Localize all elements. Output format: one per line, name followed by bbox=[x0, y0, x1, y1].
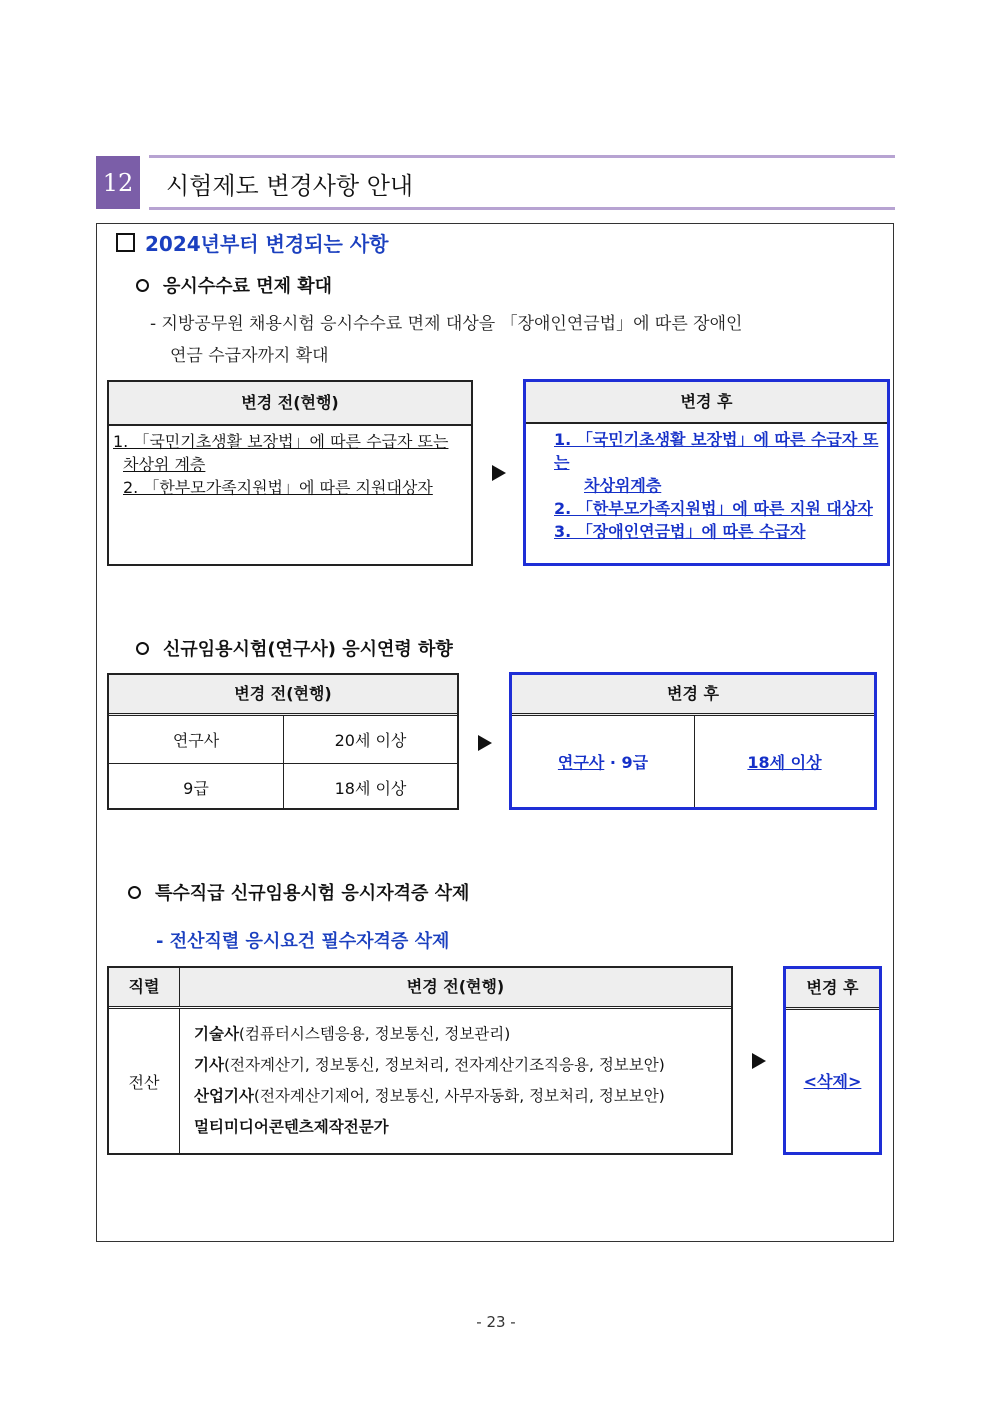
rank-cell: 연구사 bbox=[109, 716, 284, 763]
col-header-before: 변경 전(현행) bbox=[180, 968, 731, 1006]
item2-title-text: 신규임용시험(연구사) 응시연령 하향 bbox=[163, 639, 453, 660]
after-rank-a: 연구사 bbox=[557, 753, 605, 772]
col-header-job: 직렬 bbox=[109, 968, 180, 1006]
right-arrow-icon bbox=[752, 1053, 766, 1069]
right-arrow-icon bbox=[492, 465, 506, 481]
section-title: 시험제도 변경사항 안내 bbox=[166, 172, 414, 200]
item1-after-box bbox=[523, 379, 890, 566]
table-row bbox=[109, 764, 457, 810]
item2-title bbox=[136, 635, 453, 661]
circle-bullet-icon bbox=[136, 279, 149, 292]
rank-cell: 9급 bbox=[109, 764, 284, 810]
item1-title bbox=[136, 272, 332, 298]
table-header-row bbox=[109, 968, 731, 1009]
cert-name: 기술사 bbox=[194, 1025, 239, 1043]
item1-desc-line1: - 지방공무원 채용시험 응시수수료 면제 대상을 「장애인연금법」에 따른 장애인 bbox=[150, 314, 743, 334]
table-row bbox=[109, 1009, 731, 1153]
item2-after-box bbox=[509, 672, 877, 810]
cert-list bbox=[180, 1009, 731, 1153]
item1-desc-line2: 연금 수급자까지 확대 bbox=[170, 346, 329, 366]
item3-title-text: 특수직급 신규임용시험 응시자격증 삭제 bbox=[155, 883, 470, 904]
after-age-cell bbox=[695, 716, 874, 807]
cert-name: 기사 bbox=[194, 1056, 224, 1074]
item1-after-line: 차상위계층 bbox=[584, 476, 662, 495]
circle-bullet-icon bbox=[128, 886, 141, 899]
after-age: 18세 이상 bbox=[747, 753, 822, 772]
table-row bbox=[512, 716, 874, 807]
item1-title-text: 응시수수료 면제 확대 bbox=[163, 276, 333, 297]
item2-after-header: 변경 후 bbox=[512, 675, 874, 716]
item2-before-header: 변경 전(현행) bbox=[109, 675, 457, 716]
page-number: - 23 - bbox=[476, 1313, 516, 1331]
cert-detail: (컴퓨터시스템응용, 정보통신, 정보관리) bbox=[238, 1025, 511, 1043]
main-heading-text: 2024년부터 변경되는 사항 bbox=[145, 232, 389, 256]
table-row bbox=[109, 716, 457, 764]
right-arrow-icon bbox=[478, 735, 492, 751]
cert-line bbox=[194, 1050, 731, 1081]
item1-before-line: 1. 「국민기초생활 보장법」에 따른 수급자 또는 bbox=[113, 432, 449, 451]
checkbox-square-icon bbox=[116, 233, 135, 252]
item3-sub: - 전산직렬 응시요건 필수자격증 삭제 bbox=[156, 931, 450, 952]
item3-after-header: 변경 후 bbox=[786, 969, 879, 1010]
job-cell: 전산 bbox=[109, 1009, 180, 1153]
item3-after-box bbox=[783, 966, 882, 1155]
item1-after-line: 3. 「장애인연금법」에 따른 수급자 bbox=[554, 522, 806, 541]
cert-line bbox=[194, 1081, 731, 1112]
item1-after-header: 변경 후 bbox=[526, 382, 887, 424]
main-heading bbox=[116, 228, 388, 257]
after-rank-sep: · 9급 bbox=[604, 753, 649, 772]
cert-name: 멀티미디어콘텐츠제작전문가 bbox=[194, 1118, 389, 1136]
item2-before-box bbox=[107, 673, 459, 810]
section-number: 12 bbox=[96, 156, 140, 209]
header-rule-bottom bbox=[149, 207, 895, 210]
after-rank-cell bbox=[512, 716, 695, 807]
age-cell: 20세 이상 bbox=[334, 731, 407, 750]
item1-after-line: 2. 「한부모가족지원법」에 따른 지원 대상자 bbox=[554, 499, 873, 518]
cert-line bbox=[194, 1112, 731, 1143]
item1-after-list bbox=[526, 424, 887, 543]
age-cell: 18세 이상 bbox=[334, 778, 407, 798]
deleted-label: <삭제> bbox=[803, 1071, 862, 1091]
item1-before-line: 2. 「한부모가족지원법」에 따른 지원대상자 bbox=[123, 478, 433, 497]
item1-before-line: 차상위 계층 bbox=[123, 455, 206, 474]
cert-name: 산업기사 bbox=[194, 1087, 254, 1105]
item1-before-header: 변경 전(현행) bbox=[109, 382, 471, 426]
item3-after-cell bbox=[786, 1010, 879, 1150]
circle-bullet-icon bbox=[136, 642, 149, 655]
header-rule-top bbox=[149, 155, 895, 158]
item1-before-list bbox=[109, 426, 471, 499]
item3-title bbox=[128, 879, 469, 905]
item1-before-box bbox=[107, 380, 473, 566]
cert-detail: (전자계산기, 정보통신, 정보처리, 전자계산기조직응용, 정보보안) bbox=[223, 1056, 665, 1074]
cert-line bbox=[194, 1019, 731, 1050]
cert-detail: (전자계산기제어, 정보통신, 사무자동화, 정보처리, 정보보안) bbox=[253, 1087, 665, 1105]
item1-after-line: 1. 「국민기초생활 보장법」에 따른 수급자 또는 bbox=[554, 430, 879, 472]
item3-before-table bbox=[107, 966, 733, 1155]
